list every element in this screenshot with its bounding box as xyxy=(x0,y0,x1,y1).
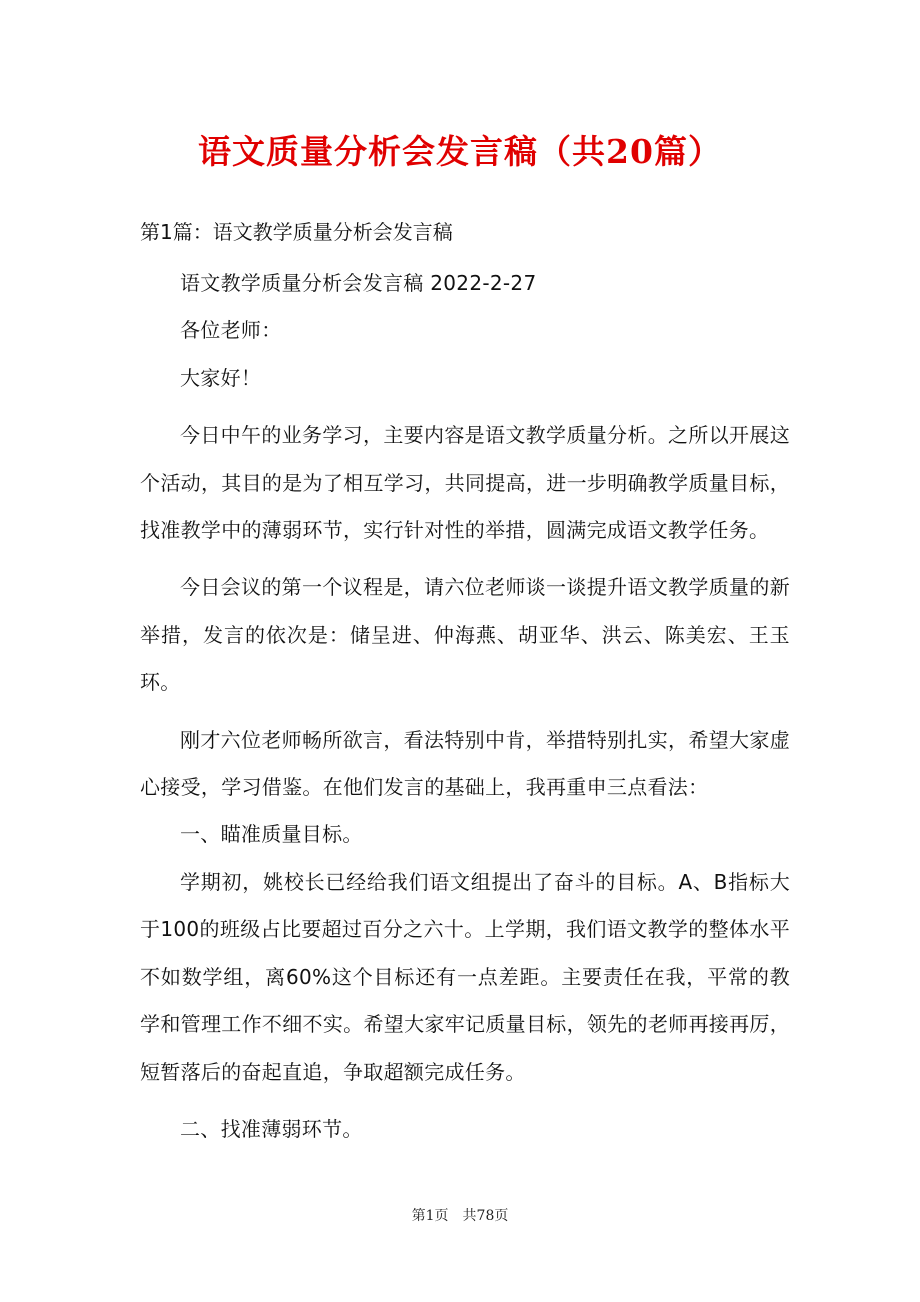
paragraph-point-heading: 二、找准薄弱环节。 xyxy=(180,1116,363,1141)
section-heading: 第1篇：语文教学质量分析会发言稿 xyxy=(140,220,453,244)
paragraph-greeting: 大家好！ xyxy=(180,365,262,390)
paragraph: 学期初，姚校长已经给我们语文组提出了奋斗的目标。A、B指标大于100的班级占比要超过百分之六十。上学期，我们语文教学的整体水平不如数学组，离60%这个目标还有一点差距。主要责任在我，平常的教学和管理工作不细不实。希望大家牢记质量目标，领先的老师再接再厉，短暂落后的奋起直追，争取超额完成任务。 xyxy=(140,869,790,1084)
document-body xyxy=(140,260,790,1163)
paragraph: 今日会议的第一个议程是，请六位老师谈一谈提升语文教学质量的新举措，发言的依次是：储呈进、仲海燕、胡亚华、洪云、陈美宏、王玉环。 xyxy=(140,575,790,695)
paragraph-point-heading: 一、瞄准质量目标。 xyxy=(180,822,363,847)
paragraph-salutation: 各位老师： xyxy=(180,318,282,343)
paragraph: 刚才六位老师畅所欲言，看法特别中肯，举措特别扎实，希望大家虚心接受，学习借鉴。在他们发言的基础上，我再重申三点看法： xyxy=(140,727,790,800)
document-title: 语文质量分析会发言稿（共20篇） xyxy=(198,132,722,171)
page-total: 共78页 xyxy=(462,1208,509,1224)
paragraph: 今日中午的业务学习，主要内容是语文教学质量分析。之所以开展这个活动，其目的是为了相互学习，共同提高，进一步明确教学质量目标，找准教学中的薄弱环节，实行针对性的举措，圆满完成语文教学任务。 xyxy=(140,423,790,543)
page-number: 第1页 xyxy=(411,1208,449,1224)
paragraph-subtitle: 语文教学质量分析会发言稿 2022-2-27 xyxy=(180,271,537,295)
page-footer xyxy=(0,1206,920,1226)
